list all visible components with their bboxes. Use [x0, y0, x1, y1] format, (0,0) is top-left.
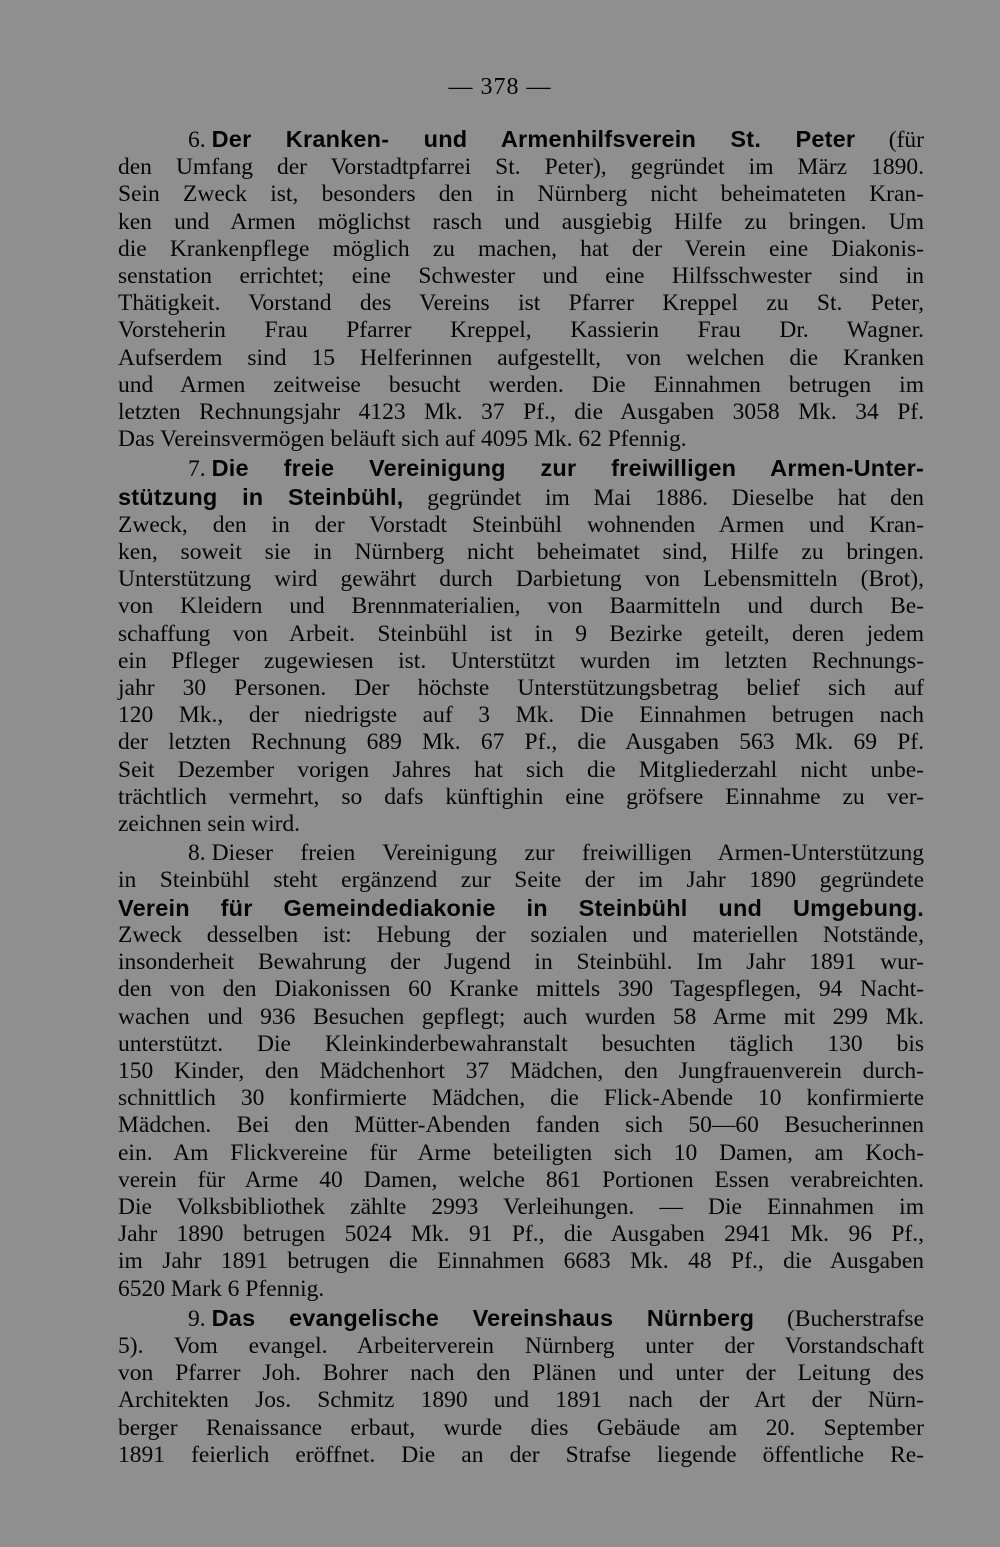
text-line: (für: [855, 127, 925, 153]
section-heading-continued: stützung in Steinbühl,: [118, 483, 404, 510]
text-line: schaffung von Arbeit. Steinbühl ist in 9 Bezirke geteilt, deren jedem: [118, 620, 924, 647]
text-line: berger Renaissance erbaut, wurde dies Gebäude am 20. September: [118, 1414, 924, 1441]
text-line: den von den Diakonissen 60 Kranke mittels 390 Tagespflegen, 94 Nacht-: [118, 976, 924, 1003]
text-line: Zweck, den in der Vorstadt Steinbühl wohnenden Armen und Kran-: [118, 511, 924, 538]
section-6: [118, 126, 924, 453]
text-line: jahr 30 Personen. Der höchste Unterstützungsbetrag belief sich auf: [118, 675, 924, 702]
text-line: Die Volksbibliothek zählte 2993 Verleihungen. — Die Einnahmen im: [118, 1193, 924, 1220]
section-number: 8.: [188, 840, 206, 867]
text-line: ein. Am Flickvereine für Arme beteiligten sich 10 Damen, am Koch-: [118, 1139, 924, 1166]
text-line: den Umfang der Vorstadtpfarrei St. Peter), gegründet im März 1890.: [118, 154, 924, 181]
section-heading: Verein für Gemeindediakonie in Steinbühl und Umgebung.: [118, 894, 924, 921]
text-line: trächtlich vermehrt, so dafs künftighin eine gröfsere Einnahme zu ver-: [118, 783, 924, 810]
section-heading: Das evangelische Vereinshaus Nürnberg: [211, 1304, 755, 1331]
text-line: der letzten Rechnung 689 Mk. 67 Pf., die Ausgaben 563 Mk. 69 Pf.: [118, 729, 924, 756]
text-line: Aufserdem sind 15 Helferinnen aufgestellt, von welchen die Kranken: [118, 344, 924, 371]
text-line: Vorsteherin Frau Pfarrer Kreppel, Kassierin Frau Dr. Wagner.: [118, 317, 924, 344]
text-line: letzten Rechnungsjahr 4123 Mk. 37 Pf., die Ausgaben 3058 Mk. 34 Pf.: [118, 399, 924, 426]
section-number: 7.: [188, 456, 206, 483]
text-line: von Kleidern und Brennmaterialien, von Baarmitteln und durch Be-: [118, 593, 924, 620]
text-line: wachen und 936 Besuchen gepflegt; auch wurden 58 Arme mit 299 Mk.: [118, 1003, 924, 1030]
page-number: — 378 —: [448, 74, 552, 100]
text-line: zeichnen sein wird.: [118, 811, 301, 838]
section-number: 6.: [188, 127, 206, 153]
section-heading: Der Kranken- und Armenhilfsverein St. Peter: [211, 126, 856, 152]
text-line: unterstützt. Die Kleinkinderbewahranstalt besuchten täglich 130 bis: [118, 1030, 924, 1057]
text-line: Mädchen. Bei den Mütter-Abenden fanden sich 50—60 Besucherinnen: [118, 1112, 924, 1139]
text-line: in Steinbühl steht ergänzend zur Seite der im Jahr 1890 gegründete: [118, 867, 924, 894]
page-body: [118, 126, 924, 1471]
section-8: [118, 840, 924, 1302]
section-9-first-line: [118, 1305, 924, 1333]
section-8-first-line: [118, 840, 924, 867]
section-number: 9.: [188, 1305, 206, 1332]
text-line: schnittlich 30 konfirmierte Mädchen, die Flick-Abende 10 konfirmierte: [118, 1085, 924, 1112]
text-line: 150 Kinder, den Mädchenhort 37 Mädchen, den Jungfrauenverein durch-: [118, 1057, 924, 1084]
text-line: 1891 feierlich eröffnet. Die an der Strafse liegende öffentliche Re-: [118, 1441, 924, 1468]
section-heading: Die freie Vereinigung zur freiwilligen Armen-Unter-: [211, 455, 924, 482]
text-line: Jahr 1890 betrugen 5024 Mk. 91 Pf., die Ausgaben 2941 Mk. 96 Pf.,: [118, 1221, 924, 1248]
section-9: [118, 1305, 924, 1469]
section-7-second-line: [118, 484, 924, 512]
text-line: Unterstützung wird gewährt durch Darbietung von Lebensmitteln (Brot),: [118, 566, 924, 593]
section-7: [118, 455, 924, 838]
text-line: im Jahr 1891 betrugen die Einnahmen 6683 Mk. 48 Pf., die Ausgaben: [118, 1248, 924, 1275]
section-6-first-line: [118, 126, 924, 154]
text-line: Architekten Jos. Schmitz 1890 und 1891 nach der Art der Nürn-: [118, 1387, 924, 1414]
text-line: ken und Armen möglichst rasch und ausgiebig Hilfe zu bringen. Um: [118, 208, 924, 235]
text-line: und Armen zeitweise besucht werden. Die Einnahmen betrugen im: [118, 371, 924, 398]
text-line: 5). Vom evangel. Arbeiterverein Nürnberg unter der Vorstandschaft: [118, 1332, 924, 1359]
text-line: Das Vereinsvermögen beläuft sich auf 4095 Mk. 62 Pfennig.: [118, 426, 687, 453]
text-line: ken, soweit sie in Nürnberg nicht beheimatet sind, Hilfe zu bringen.: [118, 539, 924, 566]
text-line: Sein Zweck ist, besonders den in Nürnberg nicht beheimateten Kran-: [118, 181, 924, 208]
text-line: Dieser freien Vereinigung zur freiwilligen Armen-Unterstützung: [211, 840, 924, 867]
text-line: gegründet im Mai 1886. Dieselbe hat den: [403, 484, 925, 511]
text-line: 6520 Mark 6 Pfennig.: [118, 1275, 325, 1302]
text-line: ein Pfleger zugewiesen ist. Unterstützt wurden im letzten Rechnungs-: [118, 647, 924, 674]
text-line: (Bucherstrafse: [754, 1305, 924, 1332]
text-line: verein für Arme 40 Damen, welche 861 Portionen Essen verabreichten.: [118, 1166, 924, 1193]
text-line: von Pfarrer Joh. Bohrer nach den Plänen und unter der Leitung des: [118, 1360, 924, 1387]
text-line: 120 Mk., der niedrigste auf 3 Mk. Die Einnahmen betrugen nach: [118, 702, 924, 729]
text-line: Seit Dezember vorigen Jahres hat sich die Mitgliederzahl nicht unbe-: [118, 756, 924, 783]
text-line: die Krankenpflege möglich zu machen, hat der Verein eine Diakonis-: [118, 235, 924, 262]
text-line: senstation errichtet; eine Schwester und eine Hilfsschwester sind in: [118, 263, 924, 290]
text-line: Zweck desselben ist: Hebung der sozialen und materiellen Notstände,: [118, 921, 924, 948]
text-line: insonderheit Bewahrung der Jugend in Steinbühl. Im Jahr 1891 wur-: [118, 949, 924, 976]
text-line: Thätigkeit. Vorstand des Vereins ist Pfarrer Kreppel zu St. Peter,: [118, 290, 924, 317]
section-7-first-line: [118, 455, 924, 483]
